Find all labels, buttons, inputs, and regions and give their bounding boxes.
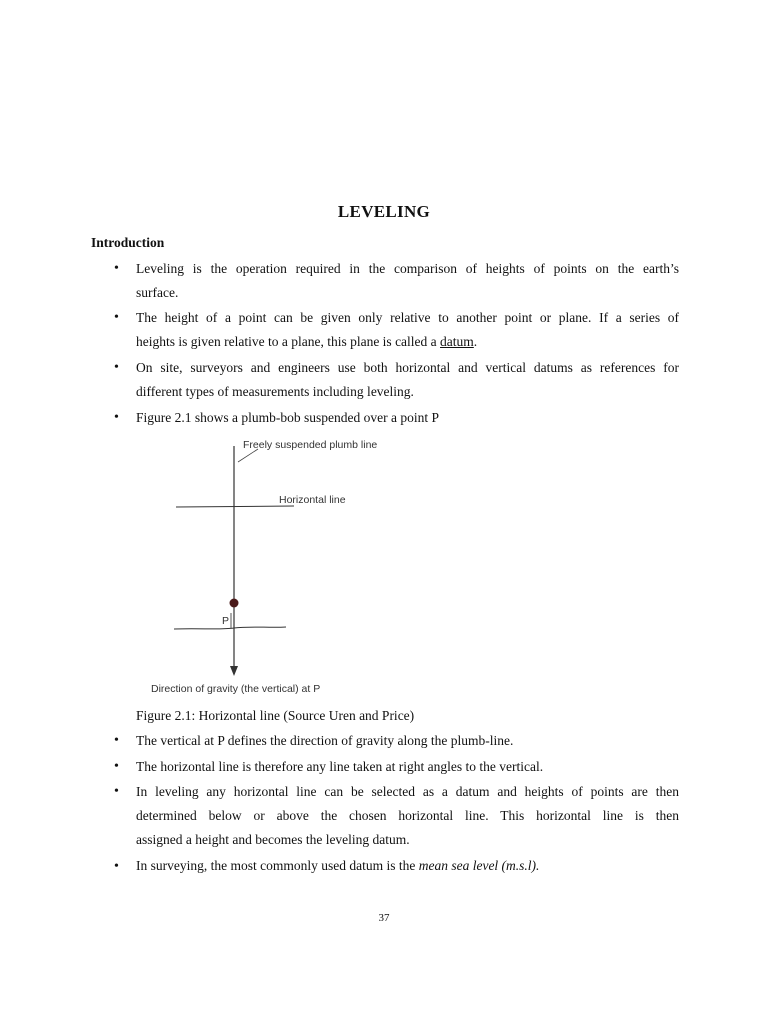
point-p-label: P bbox=[222, 615, 230, 627]
datum-term: datum bbox=[440, 334, 474, 349]
paragraph-line: surface. bbox=[136, 285, 179, 300]
bullet-marker: • bbox=[114, 410, 119, 425]
paragraph-line: different types of measurements including leveling. bbox=[136, 384, 414, 399]
document-title: LEVELING bbox=[337, 202, 431, 221]
paragraph-line bbox=[136, 334, 477, 350]
paragraph-line: The horizontal line is therefore any line taken at right angles to the vertical. bbox=[136, 759, 544, 774]
paragraph-line: The height of a point can be given only relative to another point or plane. If a series of bbox=[136, 310, 679, 325]
bullet-marker: • bbox=[114, 360, 119, 375]
paragraph-text: . bbox=[473, 334, 478, 349]
bullet-marker: • bbox=[114, 859, 119, 874]
paragraph-line: On site, surveyors and engineers use both horizontal and vertical datums as references for bbox=[136, 360, 679, 375]
page-number: 37 bbox=[378, 912, 390, 924]
paragraph-line: Leveling is the operation required in the comparison of heights of points on the earth’s bbox=[136, 261, 679, 276]
paragraph-line: The vertical at P defines the direction of gravity along the plumb-line. bbox=[136, 733, 514, 748]
paragraph-line: In leveling any horizontal line can be selected as a datum and heights of points are then bbox=[136, 784, 679, 799]
paragraph-line bbox=[136, 858, 539, 874]
paragraph-text: In surveying, the most commonly used datum is the bbox=[136, 858, 419, 873]
bullet-marker: • bbox=[114, 733, 119, 748]
paragraph-text: heights is given relative to a plane, this plane is called a bbox=[136, 334, 441, 349]
bullet-marker: • bbox=[114, 310, 119, 325]
bullet-marker: • bbox=[114, 261, 119, 276]
msl-term: mean sea level (m.s.l). bbox=[418, 858, 540, 873]
plumb-bob-figure bbox=[130, 432, 400, 700]
plumb-bob-icon bbox=[230, 599, 239, 608]
ground-line bbox=[174, 627, 286, 629]
paragraph-line: assigned a height and becomes the leveling datum. bbox=[136, 832, 410, 847]
bullet-marker: • bbox=[114, 759, 119, 774]
bullet-marker: • bbox=[114, 784, 119, 799]
gravity-label: Direction of gravity (the vertical) at P bbox=[151, 683, 321, 695]
paragraph-line: determined below or above the chosen horizontal line. This horizontal line is then bbox=[136, 808, 679, 823]
gravity-arrow-icon bbox=[230, 666, 238, 676]
figure-caption: Figure 2.1: Horizontal line (Source Uren and Price) bbox=[136, 708, 415, 723]
horizontal-line bbox=[176, 506, 294, 507]
horizontal-line-label: Horizontal line bbox=[279, 494, 346, 506]
plumb-line-label: Freely suspended plumb line bbox=[243, 439, 378, 451]
section-heading: Introduction bbox=[91, 235, 165, 250]
paragraph-line: Figure 2.1 shows a plumb-bob suspended over a point P bbox=[136, 410, 439, 425]
